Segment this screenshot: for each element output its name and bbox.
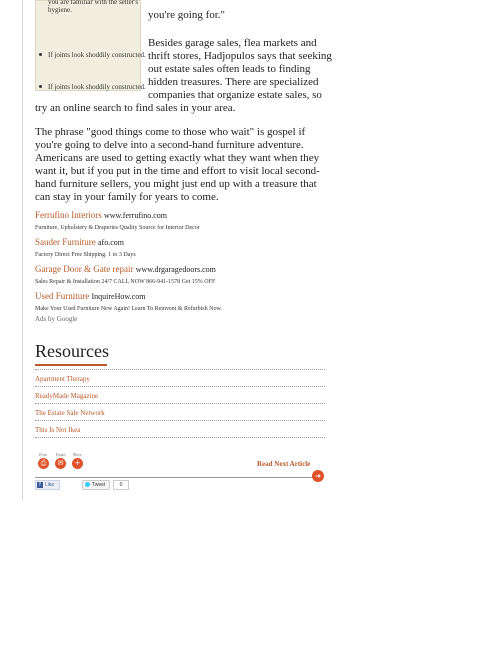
facebook-icon: f xyxy=(37,482,43,488)
plus-icon[interactable]: + xyxy=(72,458,83,469)
ad-unit xyxy=(35,237,335,259)
tips-list xyxy=(36,0,146,91)
heading-underline xyxy=(35,364,107,366)
resource-item xyxy=(35,386,325,403)
ad-url[interactable]: www.ferrufino.com xyxy=(103,211,167,220)
tip-item xyxy=(36,83,148,91)
column-divider xyxy=(22,0,23,500)
ad-unit xyxy=(35,264,335,286)
quote-end-text: you're going for." xyxy=(148,9,226,21)
more-label: More xyxy=(73,452,82,457)
resources-heading: Resources xyxy=(35,341,109,361)
resource-item xyxy=(35,369,325,386)
tip-text: If joints look shoddily constructed. xyxy=(48,83,146,91)
estate-sales-paragraph: Besides garage sales, flea markets and thrift stores, Hadjopulos says that seeking out estate sales often leads to finding hidden treasures. There are specialized companies that organize estate sales, so xyxy=(148,37,332,101)
print-label: Print xyxy=(39,452,47,457)
like-label: Like xyxy=(45,482,55,488)
bullet-icon xyxy=(39,53,42,56)
ad-url[interactable]: afo.com xyxy=(98,238,124,247)
ad-title-link[interactable]: Sauder Furniture xyxy=(35,237,96,247)
tweet-button[interactable] xyxy=(82,480,110,490)
ad-url[interactable]: InquireHow.com xyxy=(91,292,146,301)
email-icon[interactable]: ✉ xyxy=(55,458,66,469)
arrow-right-icon[interactable]: ➜ xyxy=(312,470,324,482)
ad-description: Make Your Used Furniture New Again! Learn To Reinvent & Refurbish Now. xyxy=(35,306,222,312)
resource-link[interactable]: Apartment Therapy xyxy=(35,375,90,383)
tip-text: you are familiar with the seller's hygiene. xyxy=(48,0,139,14)
tweet-count: 0 xyxy=(113,480,129,490)
tips-sidebar-box xyxy=(35,0,146,91)
twitter-bird-icon xyxy=(85,482,90,487)
resource-link[interactable]: ReadyMade Magazine xyxy=(35,392,99,400)
ad-description: Furniture, Upholstery & Draperies Quality Source for Interior Decor xyxy=(35,225,200,231)
ad-title-link[interactable]: Ferrufino Interiors xyxy=(35,210,102,220)
resource-link[interactable]: This Is Not Ikea xyxy=(35,426,81,434)
ad-title-link[interactable]: Used Furniture xyxy=(35,291,90,301)
facebook-like-button[interactable] xyxy=(35,480,60,490)
tweet-label: Tweet xyxy=(92,482,106,488)
tip-text: If joints look shoddily constructed. xyxy=(48,51,146,59)
ad-url[interactable]: www.drgaragedoors.com xyxy=(135,265,216,274)
estate-sales-paragraph-end: try an online search to find sales in your area. xyxy=(35,102,236,114)
ads-attribution-link[interactable]: Ads by Google xyxy=(35,315,78,323)
printer-icon[interactable]: ⎙ xyxy=(38,458,49,469)
ad-description: Factory Direct Free Shipping. 1 to 3 Days xyxy=(35,252,136,258)
resource-item xyxy=(35,403,325,420)
email-label: Email xyxy=(56,452,66,457)
ad-description: Sales Repair & Installation 24/7 CALL NOW 866-941-1578 Get 15% OFF xyxy=(35,279,216,285)
resource-link[interactable]: The Estate Sale Network xyxy=(35,409,105,417)
ad-unit xyxy=(35,291,335,313)
ad-unit xyxy=(35,210,335,232)
read-next-link[interactable]: Read Next Article xyxy=(257,460,311,468)
tip-item xyxy=(36,0,148,14)
resource-item xyxy=(35,420,325,438)
patience-paragraph: The phrase "good things come to those who wait" is gospel if you're going to delve into a second-hand furniture adventure. Americans are used to getting exactly what they want when they want it, but if you put in the time and effort to visit local second-hand furniture sellers, you might just end up with a treasure that can stay in your family for years to come. xyxy=(35,126,320,203)
share-divider xyxy=(35,477,313,478)
share-bar xyxy=(35,452,325,484)
tip-item xyxy=(36,51,148,59)
bullet-icon xyxy=(39,85,42,88)
ad-title-link[interactable]: Garage Door & Gate repair xyxy=(35,264,134,274)
resources-list xyxy=(35,369,325,438)
